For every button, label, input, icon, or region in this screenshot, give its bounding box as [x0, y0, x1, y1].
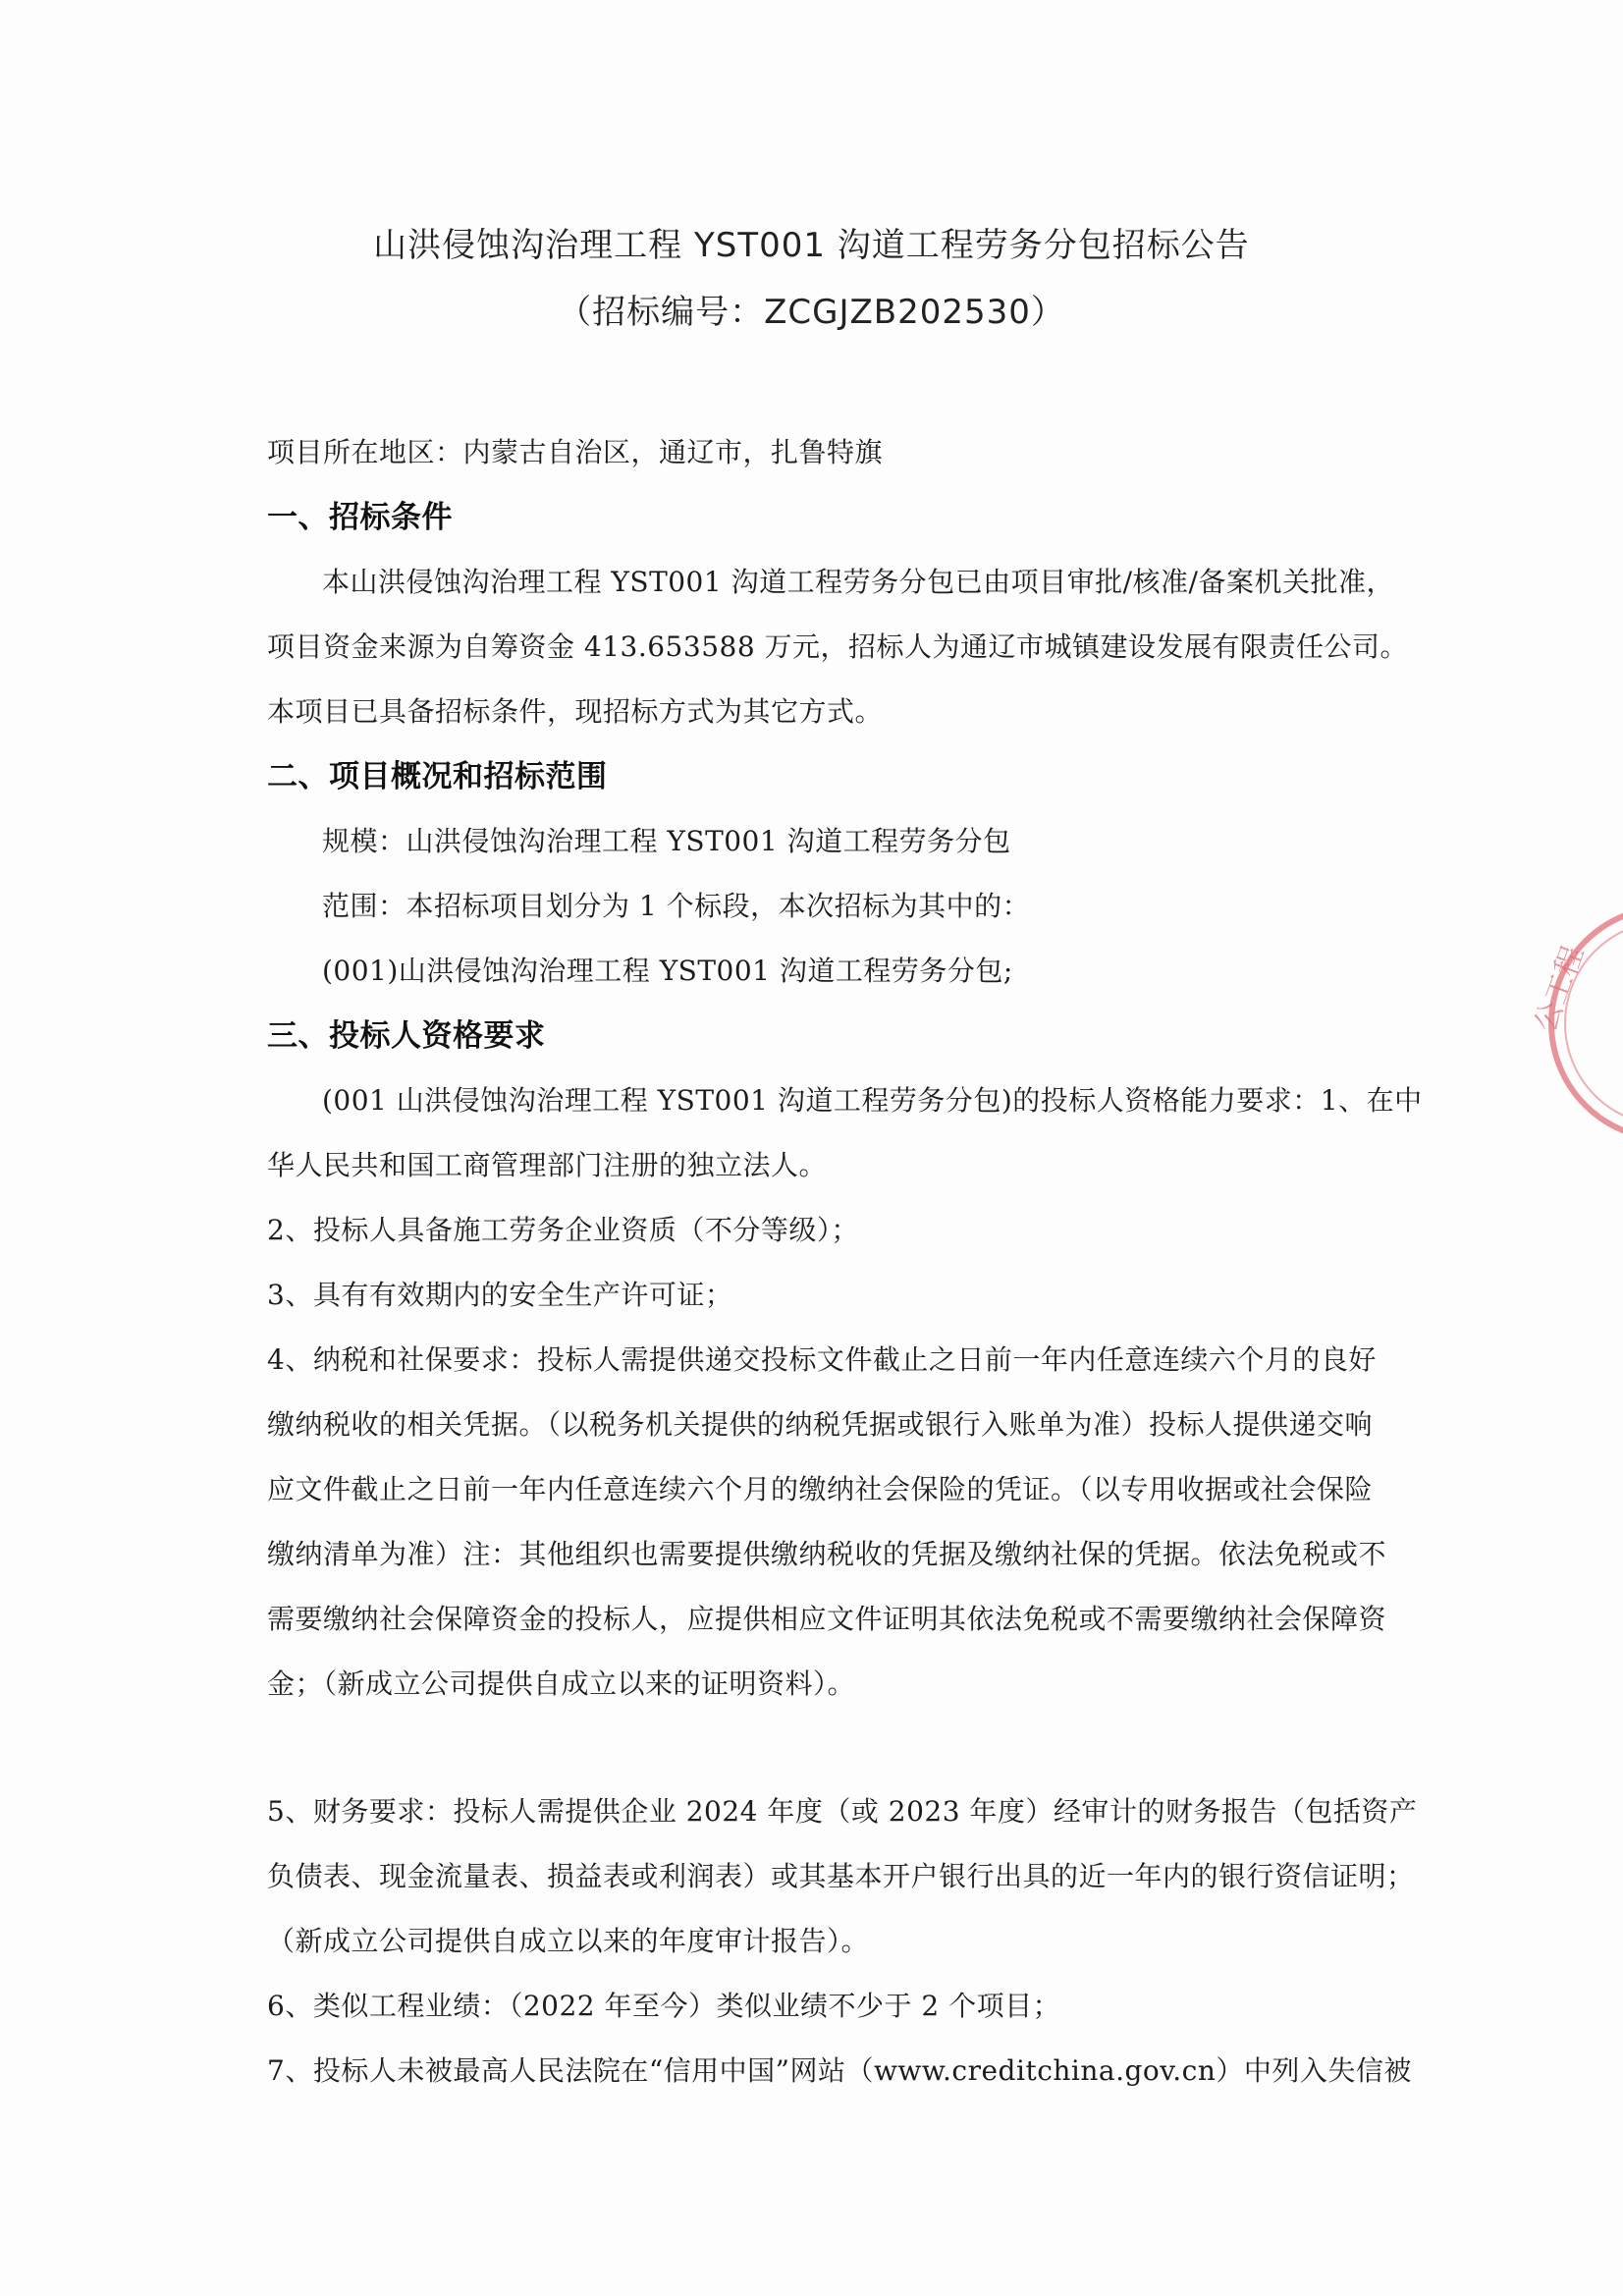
- document-body: [267, 420, 1423, 1717]
- paragraph-line: 5、财务要求：投标人需提供企业 2024 年度（或 2023 年度）经审计的财务报告（包括资产: [267, 1795, 1418, 1828]
- section-heading-bid-conditions: 一、招标条件: [267, 500, 453, 535]
- paragraph-line: 负债表、现金流量表、损益表或利润表）或其基本开户银行出具的近一年内的银行资信证明；: [267, 1860, 1415, 1892]
- project-location: 项目所在地区：内蒙古自治区，通辽市，扎鲁特旗: [267, 436, 884, 468]
- paragraph-line: (001)山洪侵蚀沟治理工程 YST001 沟道工程劳务分包;: [322, 955, 1013, 987]
- bid-number: （招标编号：ZCGJZB202530）: [558, 293, 1065, 332]
- paragraph-line: 金；（新成立公司提供自成立以来的证明资料）。: [267, 1667, 856, 1700]
- paragraph-line: 4、纳税和社保要求：投标人需提供递交投标文件截止之日前一年内任意连续六个月的良好: [267, 1343, 1377, 1376]
- section-heading-project-overview: 二、项目概况和招标范围: [267, 759, 608, 794]
- section-heading-bidder-qualifications: 三、投标人资格要求: [267, 1018, 546, 1054]
- paragraph-line: 应文件截止之日前一年内任意连续六个月的缴纳社会保险的凭证。（以专用收据或社会保险: [267, 1473, 1374, 1505]
- paragraph-line: 本项目已具备招标条件，现招标方式为其它方式。: [267, 695, 884, 728]
- paragraph-line: 华人民共和国工商管理部门注册的独立法人。: [267, 1149, 828, 1181]
- paragraph-line: 7、投标人未被最高人民法院在“信用中国”网站（www.creditchina.gov.cn）中列入失信被: [267, 2054, 1412, 2087]
- paragraph-line: 6、类似工程业绩：（2022 年至今）类似业绩不少于 2 个项目；: [267, 1990, 1061, 2022]
- red-seal-stamp-icon: [1520, 896, 1623, 1151]
- document-title: 山洪侵蚀沟治理工程 YST001 沟道工程劳务分包招标公告: [373, 226, 1250, 265]
- paragraph-line: (001 山洪侵蚀沟治理工程 YST001 沟道工程劳务分包)的投标人资格能力要求：1、在中: [322, 1084, 1423, 1117]
- paragraph-line: 范围：本招标项目划分为 1 个标段，本次招标为其中的：: [322, 890, 1031, 922]
- paragraph-line: 项目资金来源为自筹资金 413.653588 万元，招标人为通辽市城镇建设发展有限责任公司。: [267, 630, 1409, 663]
- paragraph-line: 本山洪侵蚀沟治理工程 YST001 沟道工程劳务分包已由项目审批/核准/备案机关批准，: [322, 566, 1394, 598]
- paragraph-line: 需要缴纳社会保障资金的投标人，应提供相应文件证明其依法免税或不需要缴纳社会保障资: [267, 1603, 1387, 1635]
- paragraph-line: 缴纳清单为准）注：其他组织也需要提供缴纳税收的凭据及缴纳社保的凭据。依法免税或不: [267, 1538, 1387, 1570]
- paragraph-line: 缴纳税收的相关凭据。（以税务机关提供的纳税凭据或银行入账单为准）投标人提供递交响: [267, 1408, 1374, 1441]
- paragraph-line: （新成立公司提供自成立以来的年度审计报告）。: [267, 1925, 870, 1957]
- paragraph-line: 2、投标人具备施工劳务企业资质（不分等级）；: [267, 1214, 859, 1246]
- svg-text:公工程: 公工程: [1528, 941, 1592, 1037]
- document-body-continued: [267, 1779, 1418, 2104]
- paragraph-line: 规模：山洪侵蚀沟治理工程 YST001 沟道工程劳务分包: [322, 825, 1011, 857]
- paragraph-line: 3、具有有效期内的安全生产许可证；: [267, 1279, 733, 1311]
